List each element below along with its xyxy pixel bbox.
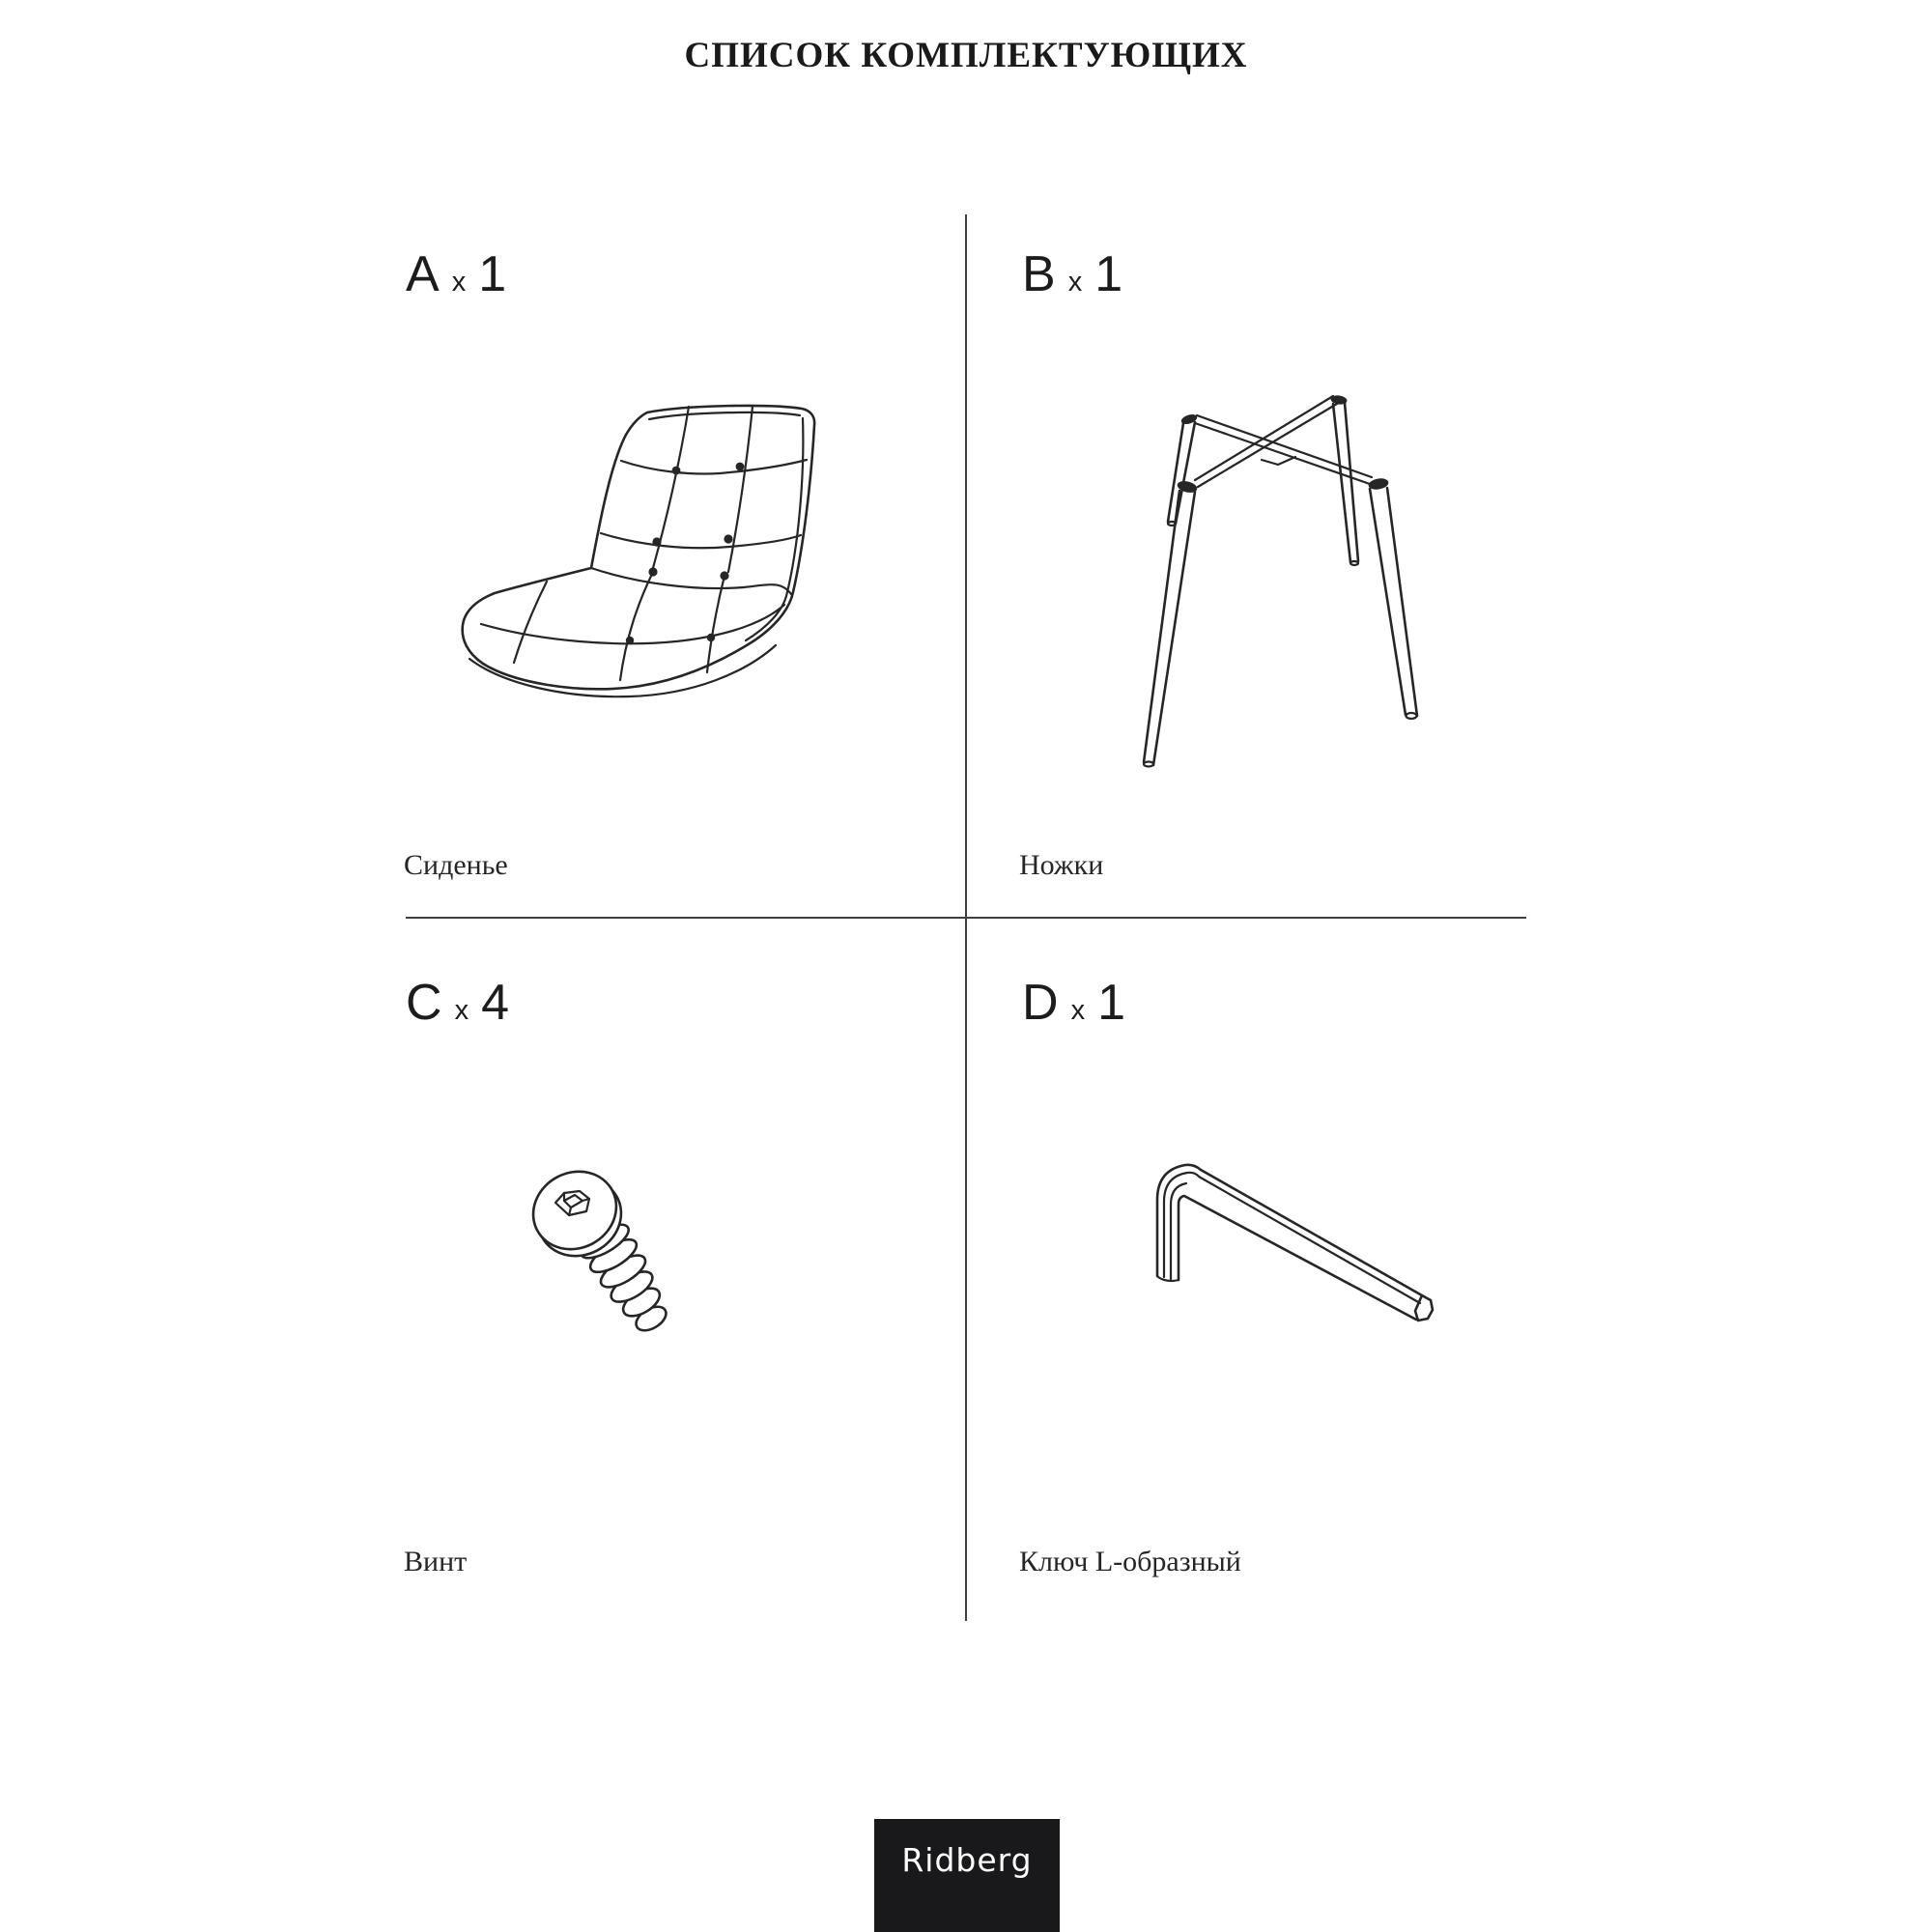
part-label-c: [406, 975, 509, 1031]
seat-illustration: [367, 319, 850, 753]
hex-key-illustration: [1111, 1111, 1497, 1401]
part-multiplier: x: [454, 995, 469, 1026]
part-label-a: [406, 246, 507, 302]
part-label-b: [1022, 246, 1123, 302]
part-caption-seat: Сиденье: [404, 849, 508, 881]
screw-illustration: [502, 1130, 792, 1420]
brand-logo-text: Ridberg: [901, 1841, 1033, 1879]
brand-logo: [874, 1819, 1060, 1932]
part-multiplier: x: [1070, 995, 1086, 1026]
part-caption-hex-key: Ключ L-образный: [1019, 1546, 1241, 1577]
part-count: 1: [1094, 246, 1123, 302]
legs-illustration: [1111, 367, 1594, 802]
part-letter: B: [1022, 246, 1056, 302]
page-title: СПИСОК КОМПЛЕКТУЮЩИХ: [684, 36, 1248, 75]
part-letter: C: [406, 975, 442, 1031]
part-multiplier: x: [451, 267, 467, 298]
part-count: 4: [481, 975, 509, 1031]
part-caption-legs: Ножки: [1019, 849, 1104, 881]
part-caption-screw: Винт: [404, 1546, 468, 1577]
part-count: 1: [478, 246, 507, 302]
part-count: 1: [1097, 975, 1125, 1031]
part-letter: D: [1022, 975, 1059, 1031]
part-letter: A: [406, 246, 440, 302]
part-label-d: [1022, 975, 1125, 1031]
horizontal-divider: [406, 917, 1526, 919]
part-multiplier: x: [1067, 267, 1083, 298]
